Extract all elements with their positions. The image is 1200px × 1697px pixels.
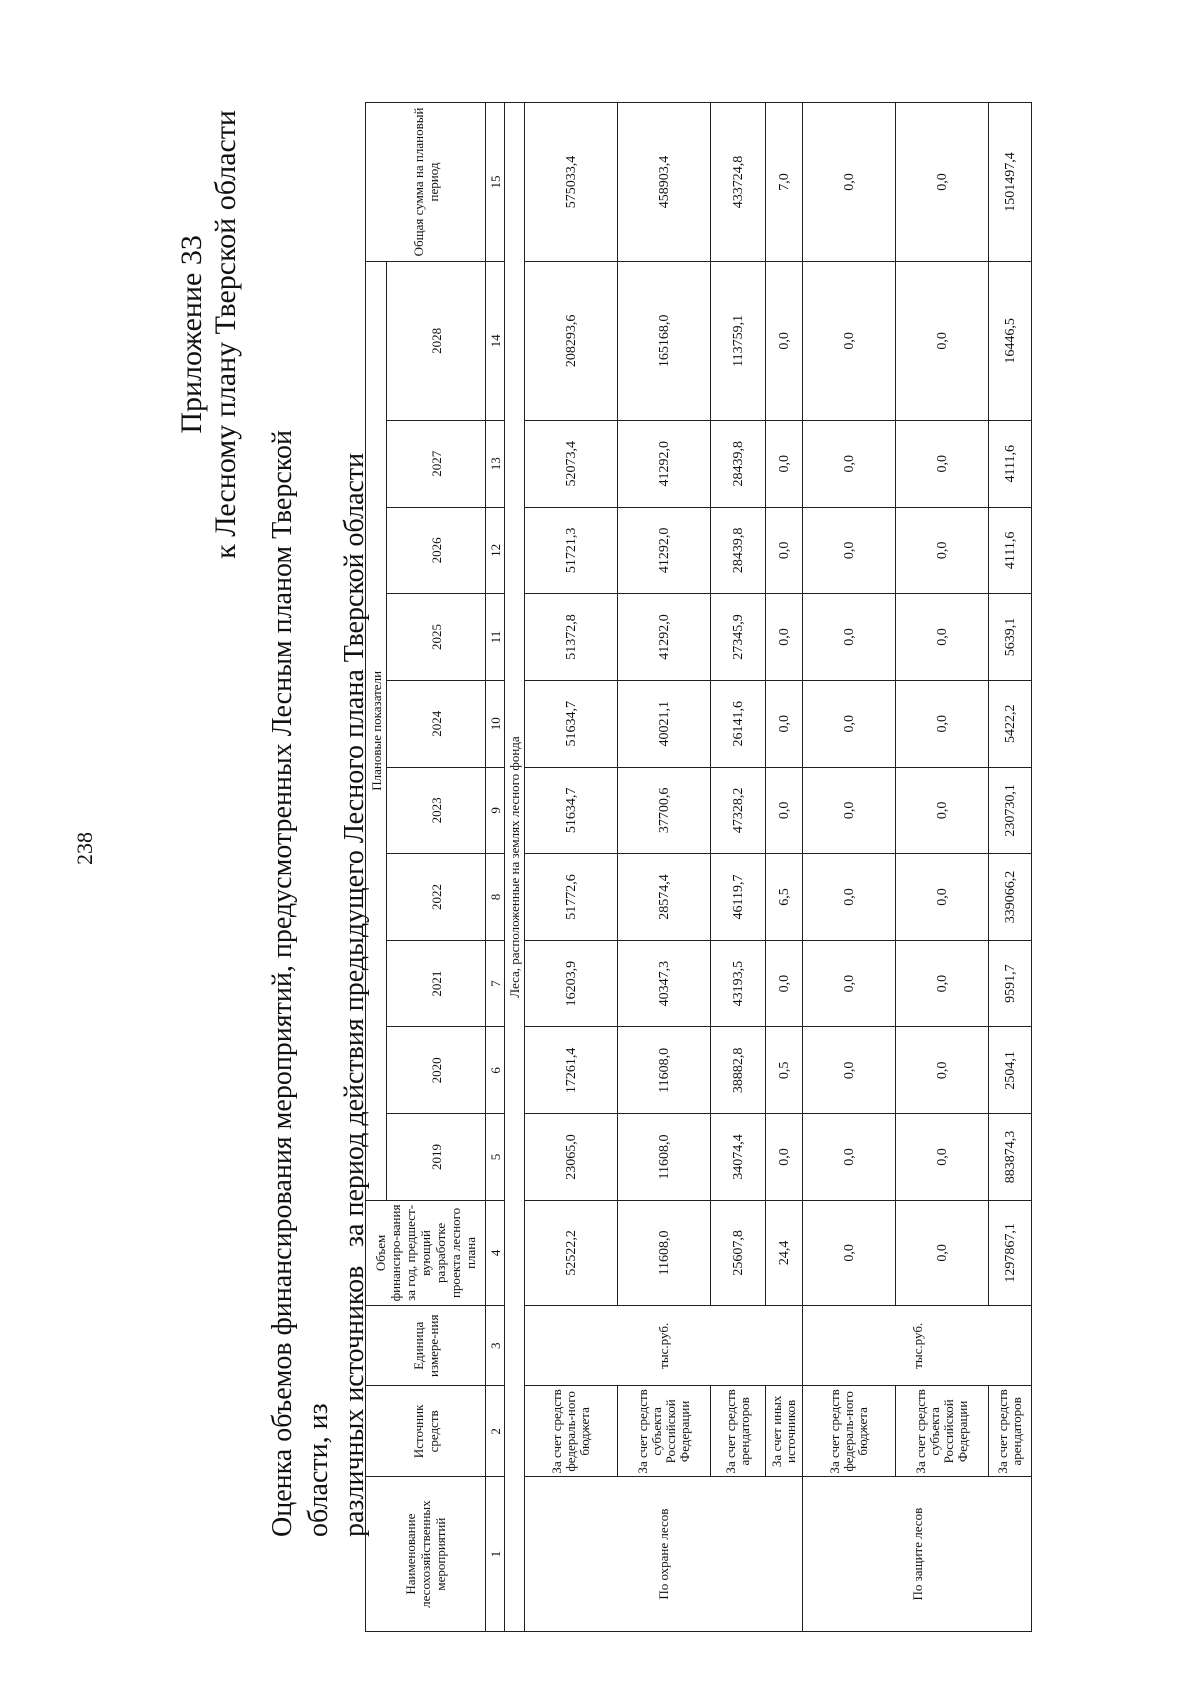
year-value: 0,0 (766, 680, 803, 767)
header-year: 2021 (387, 940, 486, 1027)
column-number: 7 (486, 940, 505, 1027)
year-value: 0,0 (896, 594, 989, 681)
header-total: Общая сумма на плановый период (366, 103, 486, 262)
section-label: Леса, расположенные на землях лесного фонда (505, 103, 525, 1632)
year-value: 11608,0 (618, 1027, 711, 1114)
year-value: 0,0 (803, 854, 896, 941)
year-value: 0,0 (896, 507, 989, 594)
year-value: 0,0 (803, 594, 896, 681)
header-year: 2027 (387, 420, 486, 507)
column-numbers-row (486, 103, 505, 1632)
header-year: 2019 (387, 1114, 486, 1201)
year-value: 0,0 (766, 507, 803, 594)
prior-year-value: 52522,2 (525, 1200, 618, 1305)
year-value: 52073,4 (525, 420, 618, 507)
year-value: 883874,3 (989, 1114, 1032, 1201)
year-value: 0,0 (896, 767, 989, 854)
year-value: 4111,6 (989, 420, 1032, 507)
year-value: 0,0 (803, 1027, 896, 1114)
title-line-2b: за период действия предыдущего Лесного плана Тверской области (339, 452, 370, 1247)
title-line-2a: различных источников (339, 1265, 370, 1537)
prior-year-value: 0,0 (896, 1200, 989, 1305)
prior-year-value: 0,0 (803, 1200, 896, 1305)
year-value: 38882,8 (711, 1027, 766, 1114)
year-value: 51772,6 (525, 854, 618, 941)
year-value: 28574,4 (618, 854, 711, 941)
header-year: 2023 (387, 767, 486, 854)
year-value: 0,0 (766, 420, 803, 507)
column-number: 2 (486, 1386, 505, 1477)
year-value: 41292,0 (618, 420, 711, 507)
year-value: 2504,1 (989, 1027, 1032, 1114)
header-unit: Единица измере-ния (366, 1306, 486, 1386)
year-value: 0,0 (896, 680, 989, 767)
total-value: 433724,8 (711, 103, 766, 262)
header-year: 2024 (387, 680, 486, 767)
header-year: 2025 (387, 594, 486, 681)
year-value: 40347,3 (618, 940, 711, 1027)
header-year: 2022 (387, 854, 486, 941)
prior-year-value: 24,4 (766, 1200, 803, 1305)
year-value: 208293,6 (525, 261, 618, 420)
funding-source: За счет иных источников (766, 1386, 803, 1477)
year-value: 41292,0 (618, 594, 711, 681)
year-value: 37700,6 (618, 767, 711, 854)
prior-year-value: 11608,0 (618, 1200, 711, 1305)
year-value: 0,0 (896, 940, 989, 1027)
year-value: 9591,7 (989, 940, 1032, 1027)
funding-source: За счет средств субъекта Российской Федерации (618, 1386, 711, 1477)
header-prior-year: Объем финансиро-вания за год, предшест-вующий разработке проекта лесного плана (366, 1200, 486, 1305)
year-value: 47328,2 (711, 767, 766, 854)
header-year: 2028 (387, 261, 486, 420)
year-value: 0,0 (803, 507, 896, 594)
table-row (711, 103, 766, 1632)
table-body (525, 103, 1032, 1632)
section-row (505, 103, 525, 1632)
year-value: 4111,6 (989, 507, 1032, 594)
year-value: 230730,1 (989, 767, 1032, 854)
column-number: 14 (486, 261, 505, 420)
header-planned: Плановые показатели (366, 261, 387, 1200)
column-number: 12 (486, 507, 505, 594)
column-number: 3 (486, 1306, 505, 1386)
year-value: 43193,5 (711, 940, 766, 1027)
year-value: 5639,1 (989, 594, 1032, 681)
page-number: 238 (72, 832, 97, 865)
column-number: 1 (486, 1477, 505, 1632)
year-value: 339066,2 (989, 854, 1032, 941)
table-row (766, 103, 803, 1632)
activity-name: По охране лесов (525, 1477, 803, 1632)
year-value: 11608,0 (618, 1114, 711, 1201)
year-value: 0,0 (803, 420, 896, 507)
column-number: 8 (486, 854, 505, 941)
year-value: 51634,7 (525, 767, 618, 854)
document-title (265, 357, 373, 1537)
title-line-1: Оценка объемов финансирования мероприятий, предусмотренных Лесным планом Тверской области, из (267, 430, 334, 1537)
funding-source: За счет средств федераль-ного бюджета (803, 1386, 896, 1477)
year-value: 26141,6 (711, 680, 766, 767)
year-value: 23065,0 (525, 1114, 618, 1201)
column-number: 15 (486, 103, 505, 262)
year-value: 0,0 (896, 854, 989, 941)
year-value: 40021,1 (618, 680, 711, 767)
appendix-line-1: Приложение 33 (175, 235, 208, 434)
funding-source: За счет средств субъекта Российской Федерации (896, 1386, 989, 1477)
prior-year-value: 25607,8 (711, 1200, 766, 1305)
column-number: 5 (486, 1114, 505, 1201)
column-number: 6 (486, 1027, 505, 1114)
year-value: 51634,7 (525, 680, 618, 767)
year-value: 28439,8 (711, 420, 766, 507)
header-year: 2020 (387, 1027, 486, 1114)
year-value: 0,0 (803, 680, 896, 767)
year-value: 27345,9 (711, 594, 766, 681)
year-value: 0,5 (766, 1027, 803, 1114)
funding-source: За счет средств арендаторов (711, 1386, 766, 1477)
table-row (803, 103, 896, 1632)
total-value: 1501497,4 (989, 103, 1032, 262)
table-row (896, 103, 989, 1632)
year-value: 16446,5 (989, 261, 1032, 420)
year-value: 46119,7 (711, 854, 766, 941)
year-value: 0,0 (766, 594, 803, 681)
total-value: 7,0 (766, 103, 803, 262)
year-value: 6,5 (766, 854, 803, 941)
year-value: 0,0 (896, 261, 989, 420)
year-value: 51721,3 (525, 507, 618, 594)
prior-year-value: 1297867,1 (989, 1200, 1032, 1305)
year-value: 5422,2 (989, 680, 1032, 767)
header-year: 2026 (387, 507, 486, 594)
header-activity: Наименование лесохозяйственных мероприятий (366, 1477, 486, 1632)
year-value: 34074,4 (711, 1114, 766, 1201)
appendix-line-2: к Лесному плану Тверской области (209, 110, 242, 559)
table-row (525, 103, 618, 1632)
total-value: 575033,4 (525, 103, 618, 262)
column-number: 4 (486, 1200, 505, 1305)
table-row (989, 103, 1032, 1632)
year-value: 0,0 (896, 1114, 989, 1201)
year-value: 17261,4 (525, 1027, 618, 1114)
year-value: 165168,0 (618, 261, 711, 420)
year-value: 0,0 (803, 261, 896, 420)
year-value: 41292,0 (618, 507, 711, 594)
table-row (618, 103, 711, 1632)
year-value: 0,0 (766, 940, 803, 1027)
header-source: Источник средств (366, 1386, 486, 1477)
column-number: 9 (486, 767, 505, 854)
column-number: 10 (486, 680, 505, 767)
year-value: 0,0 (803, 940, 896, 1027)
total-value: 0,0 (803, 103, 896, 262)
year-value: 0,0 (766, 1114, 803, 1201)
year-value: 28439,8 (711, 507, 766, 594)
year-value: 0,0 (766, 767, 803, 854)
year-value: 51372,8 (525, 594, 618, 681)
financing-table (365, 102, 1032, 1632)
activity-name: По защите лесов (803, 1477, 1032, 1632)
total-value: 458903,4 (618, 103, 711, 262)
year-value: 0,0 (803, 1114, 896, 1201)
year-value: 0,0 (896, 420, 989, 507)
year-value: 0,0 (896, 1027, 989, 1114)
unit: тыс.руб. (525, 1306, 803, 1386)
year-value: 0,0 (766, 261, 803, 420)
appendix-heading (175, 110, 243, 559)
funding-source: За счет средств федераль-ного бюджета (525, 1386, 618, 1477)
year-value: 0,0 (803, 767, 896, 854)
column-number: 13 (486, 420, 505, 507)
funding-source: За счет средств арендаторов (989, 1386, 1032, 1477)
unit: тыс.руб. (803, 1306, 1032, 1386)
column-number: 11 (486, 594, 505, 681)
total-value: 0,0 (896, 103, 989, 262)
year-value: 113759,1 (711, 261, 766, 420)
year-value: 16203,9 (525, 940, 618, 1027)
